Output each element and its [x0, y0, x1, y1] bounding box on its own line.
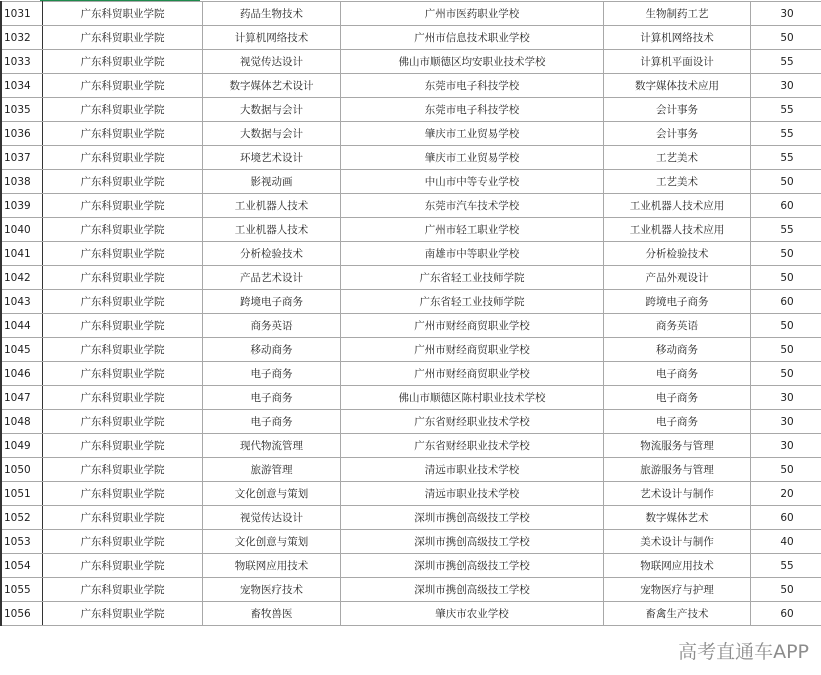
college-major-cell[interactable]: 产品艺术设计	[203, 266, 341, 290]
table-row	[1, 266, 821, 290]
table-row	[1, 98, 821, 122]
partner-school-cell[interactable]: 广州市财经商贸职业学校	[341, 362, 604, 386]
partner-school-cell[interactable]: 佛山市顺德区陈村职业技术学校	[341, 386, 604, 410]
table-row	[1, 386, 821, 410]
row-id-cell[interactable]: 1054	[1, 554, 43, 578]
school-major-cell[interactable]: 计算机网络技术	[604, 26, 751, 50]
enrollment-quota-cell[interactable]: 50	[751, 170, 821, 194]
school-major-cell[interactable]: 工艺美术	[604, 146, 751, 170]
enrollment-quota-cell[interactable]: 50	[751, 338, 821, 362]
table-row	[1, 578, 821, 602]
enrollment-quota-cell[interactable]: 55	[751, 218, 821, 242]
college-name-cell[interactable]: 广东科贸职业学院	[43, 170, 203, 194]
college-major-cell[interactable]: 计算机网络技术	[203, 26, 341, 50]
partner-school-cell[interactable]: 广东省财经职业技术学校	[341, 410, 604, 434]
college-major-cell[interactable]: 移动商务	[203, 338, 341, 362]
college-name-cell[interactable]: 广东科贸职业学院	[43, 74, 203, 98]
table-row	[1, 26, 821, 50]
school-major-cell[interactable]: 会计事务	[604, 98, 751, 122]
partner-school-cell[interactable]: 佛山市顺德区均安职业技术学校	[341, 50, 604, 74]
college-name-cell[interactable]: 广东科贸职业学院	[43, 218, 203, 242]
college-name-cell[interactable]: 广东科贸职业学院	[43, 554, 203, 578]
college-name-cell[interactable]: 广东科贸职业学院	[43, 122, 203, 146]
row-id-cell[interactable]: 1033	[1, 50, 43, 74]
row-id-cell[interactable]: 1040	[1, 218, 43, 242]
row-id-cell[interactable]: 1052	[1, 506, 43, 530]
row-id-cell[interactable]: 1050	[1, 458, 43, 482]
table-row	[1, 482, 821, 506]
row-id-cell[interactable]: 1047	[1, 386, 43, 410]
college-major-cell[interactable]: 旅游管理	[203, 458, 341, 482]
college-name-cell[interactable]: 广东科贸职业学院	[43, 338, 203, 362]
school-major-cell[interactable]: 工艺美术	[604, 170, 751, 194]
enrollment-quota-cell[interactable]: 60	[751, 602, 821, 626]
enrollment-quota-cell[interactable]: 30	[751, 410, 821, 434]
row-id-cell[interactable]: 1038	[1, 170, 43, 194]
enrollment-quota-cell[interactable]: 50	[751, 266, 821, 290]
school-major-cell[interactable]: 畜禽生产技术	[604, 602, 751, 626]
school-major-cell[interactable]: 工业机器人技术应用	[604, 194, 751, 218]
school-major-cell[interactable]: 产品外观设计	[604, 266, 751, 290]
college-major-cell[interactable]: 宠物医疗技术	[203, 578, 341, 602]
college-major-cell[interactable]: 文化创意与策划	[203, 530, 341, 554]
college-major-cell[interactable]: 电子商务	[203, 410, 341, 434]
college-major-cell[interactable]: 电子商务	[203, 386, 341, 410]
college-major-cell[interactable]: 分析检验技术	[203, 242, 341, 266]
college-major-cell[interactable]: 环境艺术设计	[203, 146, 341, 170]
enrollment-quota-cell[interactable]: 50	[751, 314, 821, 338]
school-major-cell[interactable]: 移动商务	[604, 338, 751, 362]
school-major-cell[interactable]: 商务英语	[604, 314, 751, 338]
college-major-cell[interactable]: 商务英语	[203, 314, 341, 338]
college-major-cell[interactable]: 物联网应用技术	[203, 554, 341, 578]
college-major-cell[interactable]: 现代物流管理	[203, 434, 341, 458]
row-id-cell[interactable]: 1055	[1, 578, 43, 602]
partner-school-cell[interactable]: 东莞市电子科技学校	[341, 74, 604, 98]
partner-school-cell[interactable]: 深圳市携创高级技工学校	[341, 578, 604, 602]
table-row	[1, 458, 821, 482]
enrollment-quota-cell[interactable]: 60	[751, 506, 821, 530]
partner-school-cell[interactable]: 清远市职业技术学校	[341, 482, 604, 506]
partner-school-cell[interactable]: 南雄市中等职业学校	[341, 242, 604, 266]
enrollment-quota-cell[interactable]: 55	[751, 122, 821, 146]
row-id-cell[interactable]: 1043	[1, 290, 43, 314]
college-name-cell[interactable]: 广东科贸职业学院	[43, 434, 203, 458]
partner-school-cell[interactable]: 肇庆市工业贸易学校	[341, 122, 604, 146]
table-row	[1, 194, 821, 218]
school-major-cell[interactable]: 计算机平面设计	[604, 50, 751, 74]
table-row	[1, 434, 821, 458]
partner-school-cell[interactable]: 肇庆市农业学校	[341, 602, 604, 626]
table-row	[1, 146, 821, 170]
school-major-cell[interactable]: 旅游服务与管理	[604, 458, 751, 482]
table-body	[1, 2, 821, 626]
watermark: 高考直通车APP	[678, 641, 809, 663]
college-name-cell[interactable]: 广东科贸职业学院	[43, 194, 203, 218]
school-major-cell[interactable]: 生物制药工艺	[604, 2, 751, 26]
row-id-cell[interactable]: 1049	[1, 434, 43, 458]
college-name-cell[interactable]: 广东科贸职业学院	[43, 506, 203, 530]
college-name-cell[interactable]: 广东科贸职业学院	[43, 26, 203, 50]
enrollment-quota-cell[interactable]: 20	[751, 482, 821, 506]
table-row	[1, 530, 821, 554]
school-major-cell[interactable]: 分析检验技术	[604, 242, 751, 266]
row-id-cell[interactable]: 1053	[1, 530, 43, 554]
college-name-cell[interactable]: 广东科贸职业学院	[43, 98, 203, 122]
table-row	[1, 122, 821, 146]
enrollment-quota-cell[interactable]: 40	[751, 530, 821, 554]
college-name-cell[interactable]: 广东科贸职业学院	[43, 602, 203, 626]
table-row	[1, 242, 821, 266]
table-row	[1, 554, 821, 578]
row-id-cell[interactable]: 1048	[1, 410, 43, 434]
row-id-cell[interactable]: 1034	[1, 74, 43, 98]
college-name-cell[interactable]: 广东科贸职业学院	[43, 386, 203, 410]
college-major-cell[interactable]: 大数据与会计	[203, 122, 341, 146]
enrollment-quota-cell[interactable]: 55	[751, 554, 821, 578]
school-major-cell[interactable]: 艺术设计与制作	[604, 482, 751, 506]
row-id-cell[interactable]: 1051	[1, 482, 43, 506]
partner-school-cell[interactable]: 清远市职业技术学校	[341, 458, 604, 482]
school-major-cell[interactable]: 美术设计与制作	[604, 530, 751, 554]
school-major-cell[interactable]: 电子商务	[604, 362, 751, 386]
college-name-cell[interactable]: 广东科贸职业学院	[43, 242, 203, 266]
row-id-cell[interactable]: 1044	[1, 314, 43, 338]
table-row	[1, 362, 821, 386]
partner-school-cell[interactable]: 东莞市汽车技术学校	[341, 194, 604, 218]
table-row	[1, 410, 821, 434]
school-major-cell[interactable]: 物流服务与管理	[604, 434, 751, 458]
enrollment-quota-cell[interactable]: 55	[751, 50, 821, 74]
college-name-cell[interactable]: 广东科贸职业学院	[43, 362, 203, 386]
partner-school-cell[interactable]: 广州市财经商贸职业学校	[341, 314, 604, 338]
row-id-cell[interactable]: 1056	[1, 602, 43, 626]
row-id-cell[interactable]: 1045	[1, 338, 43, 362]
row-id-cell[interactable]: 1032	[1, 26, 43, 50]
college-name-cell[interactable]: 广东科贸职业学院	[43, 314, 203, 338]
table-row	[1, 218, 821, 242]
table-row	[1, 314, 821, 338]
college-major-cell[interactable]: 畜牧兽医	[203, 602, 341, 626]
college-name-cell[interactable]: 广东科贸职业学院	[43, 146, 203, 170]
college-name-cell[interactable]: 广东科贸职业学院	[43, 578, 203, 602]
table-row	[1, 506, 821, 530]
enrollment-quota-cell[interactable]: 55	[751, 146, 821, 170]
enrollment-quota-cell[interactable]: 50	[751, 458, 821, 482]
enrollment-quota-cell[interactable]: 60	[751, 290, 821, 314]
college-name-cell[interactable]: 广东科贸职业学院	[43, 2, 203, 26]
college-name-cell[interactable]: 广东科贸职业学院	[43, 530, 203, 554]
row-id-cell[interactable]: 1036	[1, 122, 43, 146]
school-major-cell[interactable]: 数字媒体技术应用	[604, 74, 751, 98]
partner-school-cell[interactable]: 深圳市携创高级技工学校	[341, 506, 604, 530]
college-major-cell[interactable]: 文化创意与策划	[203, 482, 341, 506]
row-id-cell[interactable]: 1035	[1, 98, 43, 122]
enrollment-quota-cell[interactable]: 50	[751, 242, 821, 266]
partner-school-cell[interactable]: 广东省轻工业技师学院	[341, 290, 604, 314]
table-row	[1, 338, 821, 362]
college-name-cell[interactable]: 广东科贸职业学院	[43, 458, 203, 482]
college-major-cell[interactable]: 跨境电子商务	[203, 290, 341, 314]
college-major-cell[interactable]: 数字媒体艺术设计	[203, 74, 341, 98]
college-major-cell[interactable]: 药品生物技术	[203, 2, 341, 26]
row-id-cell[interactable]: 1046	[1, 362, 43, 386]
spreadsheet-table	[0, 1, 821, 626]
enrollment-quota-cell[interactable]: 55	[751, 98, 821, 122]
partner-school-cell[interactable]: 广州市信息技术职业学校	[341, 26, 604, 50]
school-major-cell[interactable]: 会计事务	[604, 122, 751, 146]
school-major-cell[interactable]: 数字媒体艺术	[604, 506, 751, 530]
college-name-cell[interactable]: 广东科贸职业学院	[43, 482, 203, 506]
partner-school-cell[interactable]: 广东省轻工业技师学院	[341, 266, 604, 290]
partner-school-cell[interactable]: 中山市中等专业学校	[341, 170, 604, 194]
table-row	[1, 74, 821, 98]
partner-school-cell[interactable]: 深圳市携创高级技工学校	[341, 530, 604, 554]
enrollment-quota-cell[interactable]: 30	[751, 386, 821, 410]
partner-school-cell[interactable]: 广州市医药职业学校	[341, 2, 604, 26]
row-id-cell[interactable]: 1039	[1, 194, 43, 218]
enrollment-quota-cell[interactable]: 60	[751, 194, 821, 218]
college-name-cell[interactable]: 广东科贸职业学院	[43, 266, 203, 290]
row-id-cell[interactable]: 1041	[1, 242, 43, 266]
school-major-cell[interactable]: 宠物医疗与护理	[604, 578, 751, 602]
college-major-cell[interactable]: 大数据与会计	[203, 98, 341, 122]
enrollment-quota-cell[interactable]: 50	[751, 362, 821, 386]
school-major-cell[interactable]: 跨境电子商务	[604, 290, 751, 314]
college-major-cell[interactable]: 视觉传达设计	[203, 506, 341, 530]
college-major-cell[interactable]: 视觉传达设计	[203, 50, 341, 74]
row-id-cell[interactable]: 1037	[1, 146, 43, 170]
college-major-cell[interactable]: 影视动画	[203, 170, 341, 194]
partner-school-cell[interactable]: 肇庆市工业贸易学校	[341, 146, 604, 170]
table-row	[1, 50, 821, 74]
row-id-cell[interactable]: 1031	[1, 2, 43, 26]
table-row	[1, 2, 821, 26]
enrollment-quota-cell[interactable]: 50	[751, 26, 821, 50]
partner-school-cell[interactable]: 深圳市携创高级技工学校	[341, 554, 604, 578]
partner-school-cell[interactable]: 广州市轻工职业学校	[341, 218, 604, 242]
college-major-cell[interactable]: 工业机器人技术	[203, 194, 341, 218]
enrollment-quota-cell[interactable]: 30	[751, 434, 821, 458]
table-row	[1, 170, 821, 194]
partner-school-cell[interactable]: 广东省财经职业技术学校	[341, 434, 604, 458]
school-major-cell[interactable]: 工业机器人技术应用	[604, 218, 751, 242]
partner-school-cell[interactable]: 东莞市电子科技学校	[341, 98, 604, 122]
partner-school-cell[interactable]: 广州市财经商贸职业学校	[341, 338, 604, 362]
enrollment-quota-cell[interactable]: 50	[751, 578, 821, 602]
college-major-cell[interactable]: 工业机器人技术	[203, 218, 341, 242]
college-name-cell[interactable]: 广东科贸职业学院	[43, 50, 203, 74]
college-major-cell[interactable]: 电子商务	[203, 362, 341, 386]
table-row	[1, 602, 821, 626]
enrollment-quota-cell[interactable]: 30	[751, 2, 821, 26]
college-name-cell[interactable]: 广东科贸职业学院	[43, 290, 203, 314]
school-major-cell[interactable]: 物联网应用技术	[604, 554, 751, 578]
college-name-cell[interactable]: 广东科贸职业学院	[43, 410, 203, 434]
enrollment-quota-cell[interactable]: 30	[751, 74, 821, 98]
row-id-cell[interactable]: 1042	[1, 266, 43, 290]
table-row	[1, 290, 821, 314]
school-major-cell[interactable]: 电子商务	[604, 410, 751, 434]
school-major-cell[interactable]: 电子商务	[604, 386, 751, 410]
